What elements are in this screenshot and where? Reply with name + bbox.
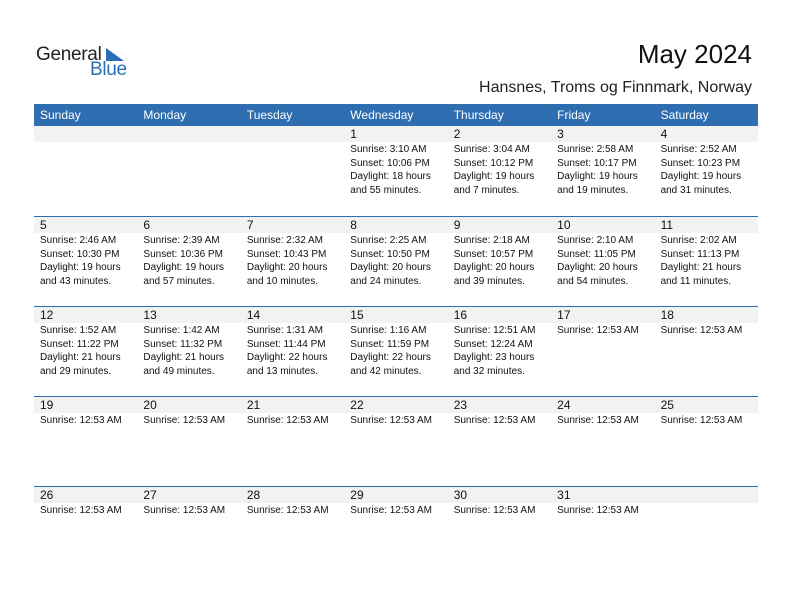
calendar-week-row bbox=[34, 306, 758, 396]
sun-info-line: Sunset: 11:32 PM bbox=[143, 338, 223, 350]
day-number: 7 bbox=[241, 217, 344, 233]
sun-info bbox=[655, 413, 758, 428]
sun-info bbox=[551, 233, 654, 288]
calendar-day-cell bbox=[344, 307, 447, 396]
sun-info bbox=[241, 323, 344, 378]
calendar-day-cell bbox=[34, 487, 137, 576]
weekday-header-saturday: Saturday bbox=[660, 108, 709, 122]
sun-info bbox=[655, 233, 758, 288]
calendar-week-row bbox=[34, 216, 758, 306]
sun-info bbox=[448, 233, 551, 288]
day-number bbox=[655, 487, 758, 503]
sun-info-line: Daylight: 21 hours bbox=[40, 352, 121, 363]
day-number: 13 bbox=[137, 307, 240, 323]
sun-info bbox=[344, 142, 447, 197]
calendar-day-cell bbox=[655, 487, 758, 576]
calendar-day-cell bbox=[448, 397, 551, 486]
calendar-day-cell bbox=[344, 217, 447, 306]
day-number: 5 bbox=[34, 217, 137, 233]
day-number: 24 bbox=[551, 397, 654, 413]
sun-info bbox=[655, 142, 758, 197]
sun-info-line: Sunrise: 12:53 AM bbox=[143, 505, 226, 516]
calendar-day-cell bbox=[34, 217, 137, 306]
sun-info-line: and 19 minutes. bbox=[557, 184, 629, 196]
calendar-day-cell bbox=[551, 217, 654, 306]
calendar-grid bbox=[34, 104, 758, 576]
sun-info-line: Sunrise: 12:53 AM bbox=[246, 505, 329, 516]
day-number: 2 bbox=[448, 126, 551, 142]
sun-info bbox=[34, 233, 137, 288]
sun-info-line: and 54 minutes. bbox=[557, 275, 629, 287]
sun-info-line: Sunset: 10:23 PM bbox=[660, 157, 741, 169]
sun-info-line: Daylight: 20 hours bbox=[453, 262, 535, 273]
sun-info-line: Sunrise: 12:53 AM bbox=[143, 415, 226, 426]
sun-info-line: Daylight: 22 hours bbox=[350, 352, 431, 363]
sun-info-line: Sunset: 10:06 PM bbox=[350, 157, 430, 169]
sun-info bbox=[137, 413, 240, 428]
sun-info bbox=[448, 413, 551, 428]
calendar-weeks bbox=[34, 126, 758, 576]
day-number bbox=[34, 126, 137, 142]
day-number bbox=[137, 126, 240, 142]
sun-info-line: Sunrise: 2:52 AM bbox=[660, 144, 737, 155]
day-number: 11 bbox=[655, 217, 758, 233]
sun-info-line: Sunrise: 3:10 AM bbox=[350, 144, 427, 155]
sun-info bbox=[241, 142, 344, 143]
sun-info bbox=[655, 503, 758, 504]
sun-info-line: Daylight: 21 hours bbox=[660, 262, 742, 273]
calendar-day-cell bbox=[137, 217, 240, 306]
sun-info-line: Sunrise: 12:53 AM bbox=[453, 505, 536, 516]
calendar-day-cell bbox=[137, 126, 240, 216]
sun-info-line: Sunset: 11:13 PM bbox=[660, 248, 740, 260]
weekday-header-row bbox=[34, 104, 758, 126]
sun-info bbox=[344, 233, 447, 288]
sun-info bbox=[34, 323, 137, 378]
sun-info-line: Sunset: 11:22 PM bbox=[40, 338, 119, 350]
weekday-header-thursday: Thursday bbox=[453, 108, 504, 122]
sun-info-line: Daylight: 19 hours bbox=[660, 171, 742, 182]
sun-info-line: Sunrise: 1:52 AM bbox=[40, 325, 117, 336]
sun-info-line: and 57 minutes. bbox=[143, 275, 215, 287]
calendar-day-cell bbox=[34, 307, 137, 396]
sun-info-line: Sunrise: 12:53 AM bbox=[453, 415, 536, 426]
day-number: 3 bbox=[551, 126, 654, 142]
day-number: 18 bbox=[655, 307, 758, 323]
calendar-day-cell bbox=[137, 487, 240, 576]
sun-info-line: and 42 minutes. bbox=[350, 365, 422, 377]
sun-info-line: Daylight: 21 hours bbox=[143, 352, 225, 363]
calendar-day-cell bbox=[448, 487, 551, 576]
calendar-day-cell bbox=[655, 397, 758, 486]
day-number: 6 bbox=[137, 217, 240, 233]
sun-info-line: Sunrise: 2:25 AM bbox=[350, 235, 427, 246]
sun-info-line: Sunset: 11:44 PM bbox=[246, 338, 326, 350]
sun-info-line: Sunrise: 1:31 AM bbox=[246, 325, 323, 336]
sun-info-line: Sunset: 10:17 PM bbox=[557, 157, 637, 169]
sun-info-line: Sunrise: 12:53 AM bbox=[557, 415, 639, 426]
sun-info-line: Sunrise: 2:10 AM bbox=[557, 235, 634, 246]
page-title: May 2024 bbox=[637, 39, 752, 69]
sun-info-line: Sunset: 12:24 AM bbox=[453, 338, 533, 350]
sun-info-line: and 43 minutes. bbox=[40, 275, 112, 287]
calendar-week-row bbox=[34, 126, 758, 216]
sun-info-line: Daylight: 20 hours bbox=[246, 262, 328, 273]
sun-info-line: Daylight: 20 hours bbox=[557, 262, 638, 273]
day-number: 20 bbox=[137, 397, 240, 413]
sun-info-line: Sunrise: 12:53 AM bbox=[557, 325, 639, 336]
sun-info bbox=[448, 503, 551, 518]
sun-info-line: Sunrise: 2:46 AM bbox=[40, 235, 117, 246]
weekday-header-wednesday: Wednesday bbox=[350, 108, 414, 122]
weekday-header-sunday: Sunday bbox=[40, 108, 81, 122]
sun-info-line: Sunrise: 12:53 AM bbox=[660, 325, 743, 336]
calendar-day-cell bbox=[241, 397, 344, 486]
sun-info bbox=[344, 503, 447, 518]
sun-info bbox=[344, 323, 447, 378]
generalblue-logo bbox=[36, 42, 146, 82]
calendar-day-cell bbox=[551, 126, 654, 216]
calendar-day-cell bbox=[137, 307, 240, 396]
logo-word-general: General bbox=[36, 44, 102, 65]
logo-word-blue: Blue bbox=[90, 59, 127, 80]
sun-info-line: Sunrise: 12:53 AM bbox=[350, 505, 432, 516]
sun-info-line: Sunrise: 12:53 AM bbox=[557, 505, 639, 516]
sun-info-line: and 13 minutes. bbox=[246, 365, 319, 377]
weekday-header-friday: Friday bbox=[557, 108, 591, 122]
sun-info bbox=[137, 233, 240, 288]
sun-info bbox=[241, 503, 344, 518]
sun-info bbox=[34, 142, 137, 143]
day-number: 14 bbox=[241, 307, 344, 323]
sun-info bbox=[34, 413, 137, 428]
sun-info bbox=[241, 233, 344, 288]
day-number: 16 bbox=[448, 307, 551, 323]
day-number: 9 bbox=[448, 217, 551, 233]
sun-info-line: Daylight: 19 hours bbox=[40, 262, 121, 273]
calendar-week-row bbox=[34, 396, 758, 486]
day-number: 23 bbox=[448, 397, 551, 413]
sun-info-line: Daylight: 22 hours bbox=[246, 352, 328, 363]
calendar-day-cell bbox=[344, 397, 447, 486]
sun-info-line: and 10 minutes. bbox=[246, 275, 319, 287]
calendar-day-cell bbox=[551, 307, 654, 396]
calendar-day-cell bbox=[551, 397, 654, 486]
sun-info-line: Daylight: 19 hours bbox=[557, 171, 638, 182]
sun-info-line: Sunrise: 1:42 AM bbox=[143, 325, 220, 336]
calendar-day-cell bbox=[655, 126, 758, 216]
sun-info bbox=[551, 323, 654, 338]
sun-info-line: Sunrise: 2:32 AM bbox=[246, 235, 323, 246]
day-number: 12 bbox=[34, 307, 137, 323]
day-number: 1 bbox=[344, 126, 447, 142]
sun-info-line: Sunset: 10:36 PM bbox=[143, 248, 223, 260]
day-number: 22 bbox=[344, 397, 447, 413]
weekday-header-monday: Monday bbox=[143, 108, 187, 122]
sun-info bbox=[551, 503, 654, 518]
sun-info-line: and 31 minutes. bbox=[660, 184, 732, 196]
sun-info-line: and 29 minutes. bbox=[40, 365, 112, 377]
calendar-day-cell bbox=[448, 307, 551, 396]
sun-info-line: Sunrise: 3:04 AM bbox=[453, 144, 530, 155]
calendar-day-cell bbox=[241, 217, 344, 306]
calendar-day-cell bbox=[34, 397, 137, 486]
sun-info bbox=[551, 413, 654, 428]
sun-info-line: Sunrise: 2:58 AM bbox=[557, 144, 634, 155]
sun-info-line: Sunset: 11:05 PM bbox=[557, 248, 636, 260]
sun-info-line: and 24 minutes. bbox=[350, 275, 422, 287]
sun-info bbox=[137, 323, 240, 378]
calendar-day-cell bbox=[344, 487, 447, 576]
sun-info-line: Sunrise: 2:39 AM bbox=[143, 235, 220, 246]
sun-info-line: Sunset: 10:50 PM bbox=[350, 248, 430, 260]
sun-info-line: Sunrise: 2:02 AM bbox=[660, 235, 737, 246]
sun-info bbox=[137, 142, 240, 143]
sun-info-line: Sunrise: 12:51 AM bbox=[453, 325, 536, 336]
day-number: 8 bbox=[344, 217, 447, 233]
day-number: 29 bbox=[344, 487, 447, 503]
sun-info-line: Sunrise: 1:16 AM bbox=[350, 325, 427, 336]
sun-info-line: and 7 minutes. bbox=[453, 184, 520, 196]
sun-info-line: and 39 minutes. bbox=[453, 275, 525, 287]
sun-info-line: and 49 minutes. bbox=[143, 365, 215, 377]
day-number: 19 bbox=[34, 397, 137, 413]
sun-info-line: Sunset: 10:57 PM bbox=[453, 248, 534, 260]
day-number: 17 bbox=[551, 307, 654, 323]
sun-info-line: Sunrise: 12:53 AM bbox=[40, 415, 122, 426]
sun-info bbox=[448, 142, 551, 197]
weekday-header-tuesday: Tuesday bbox=[246, 108, 293, 122]
day-number: 30 bbox=[448, 487, 551, 503]
day-number: 15 bbox=[344, 307, 447, 323]
calendar-day-cell bbox=[344, 126, 447, 216]
sun-info-line: Sunset: 11:59 PM bbox=[350, 338, 430, 350]
sun-info bbox=[137, 503, 240, 518]
sun-info-line: Sunset: 10:30 PM bbox=[40, 248, 120, 260]
sun-info-line: Sunset: 10:43 PM bbox=[246, 248, 327, 260]
sun-info-line: Daylight: 23 hours bbox=[453, 352, 535, 363]
sun-info bbox=[448, 323, 551, 378]
sun-info-line: Daylight: 18 hours bbox=[350, 171, 431, 182]
sun-info-line: Sunset: 10:12 PM bbox=[453, 157, 534, 169]
calendar-day-cell bbox=[448, 217, 551, 306]
day-number: 28 bbox=[241, 487, 344, 503]
day-number: 4 bbox=[655, 126, 758, 142]
sun-info-line: and 55 minutes. bbox=[350, 184, 422, 196]
day-number: 31 bbox=[551, 487, 654, 503]
day-number: 27 bbox=[137, 487, 240, 503]
sun-info bbox=[344, 413, 447, 428]
calendar-day-cell bbox=[241, 307, 344, 396]
sun-info-line: Sunrise: 2:18 AM bbox=[453, 235, 530, 246]
sun-info-line: Daylight: 20 hours bbox=[350, 262, 431, 273]
sun-info bbox=[34, 503, 137, 518]
day-number: 10 bbox=[551, 217, 654, 233]
sun-info-line: Daylight: 19 hours bbox=[143, 262, 225, 273]
day-number: 26 bbox=[34, 487, 137, 503]
calendar-day-cell bbox=[241, 487, 344, 576]
calendar-day-cell bbox=[655, 217, 758, 306]
day-number bbox=[241, 126, 344, 142]
calendar-week-row bbox=[34, 486, 758, 576]
sun-info-line: and 11 minutes. bbox=[660, 275, 731, 287]
sun-info bbox=[241, 413, 344, 428]
calendar-day-cell bbox=[241, 126, 344, 216]
calendar-day-cell bbox=[655, 307, 758, 396]
calendar-day-cell bbox=[448, 126, 551, 216]
day-number: 25 bbox=[655, 397, 758, 413]
sun-info bbox=[551, 142, 654, 197]
sun-info-line: Sunrise: 12:53 AM bbox=[350, 415, 432, 426]
sun-info-line: Sunrise: 12:53 AM bbox=[246, 415, 329, 426]
calendar-day-cell bbox=[551, 487, 654, 576]
sun-info bbox=[655, 323, 758, 338]
day-number: 21 bbox=[241, 397, 344, 413]
location-subtitle: Hansnes, Troms og Finnmark, Norway bbox=[479, 79, 752, 96]
calendar-day-cell bbox=[34, 126, 137, 216]
calendar-day-cell bbox=[137, 397, 240, 486]
sun-info-line: Sunrise: 12:53 AM bbox=[40, 505, 122, 516]
sun-info-line: Sunrise: 12:53 AM bbox=[660, 415, 743, 426]
sun-info-line: and 32 minutes. bbox=[453, 365, 525, 377]
sun-info-line: Daylight: 19 hours bbox=[453, 171, 535, 182]
